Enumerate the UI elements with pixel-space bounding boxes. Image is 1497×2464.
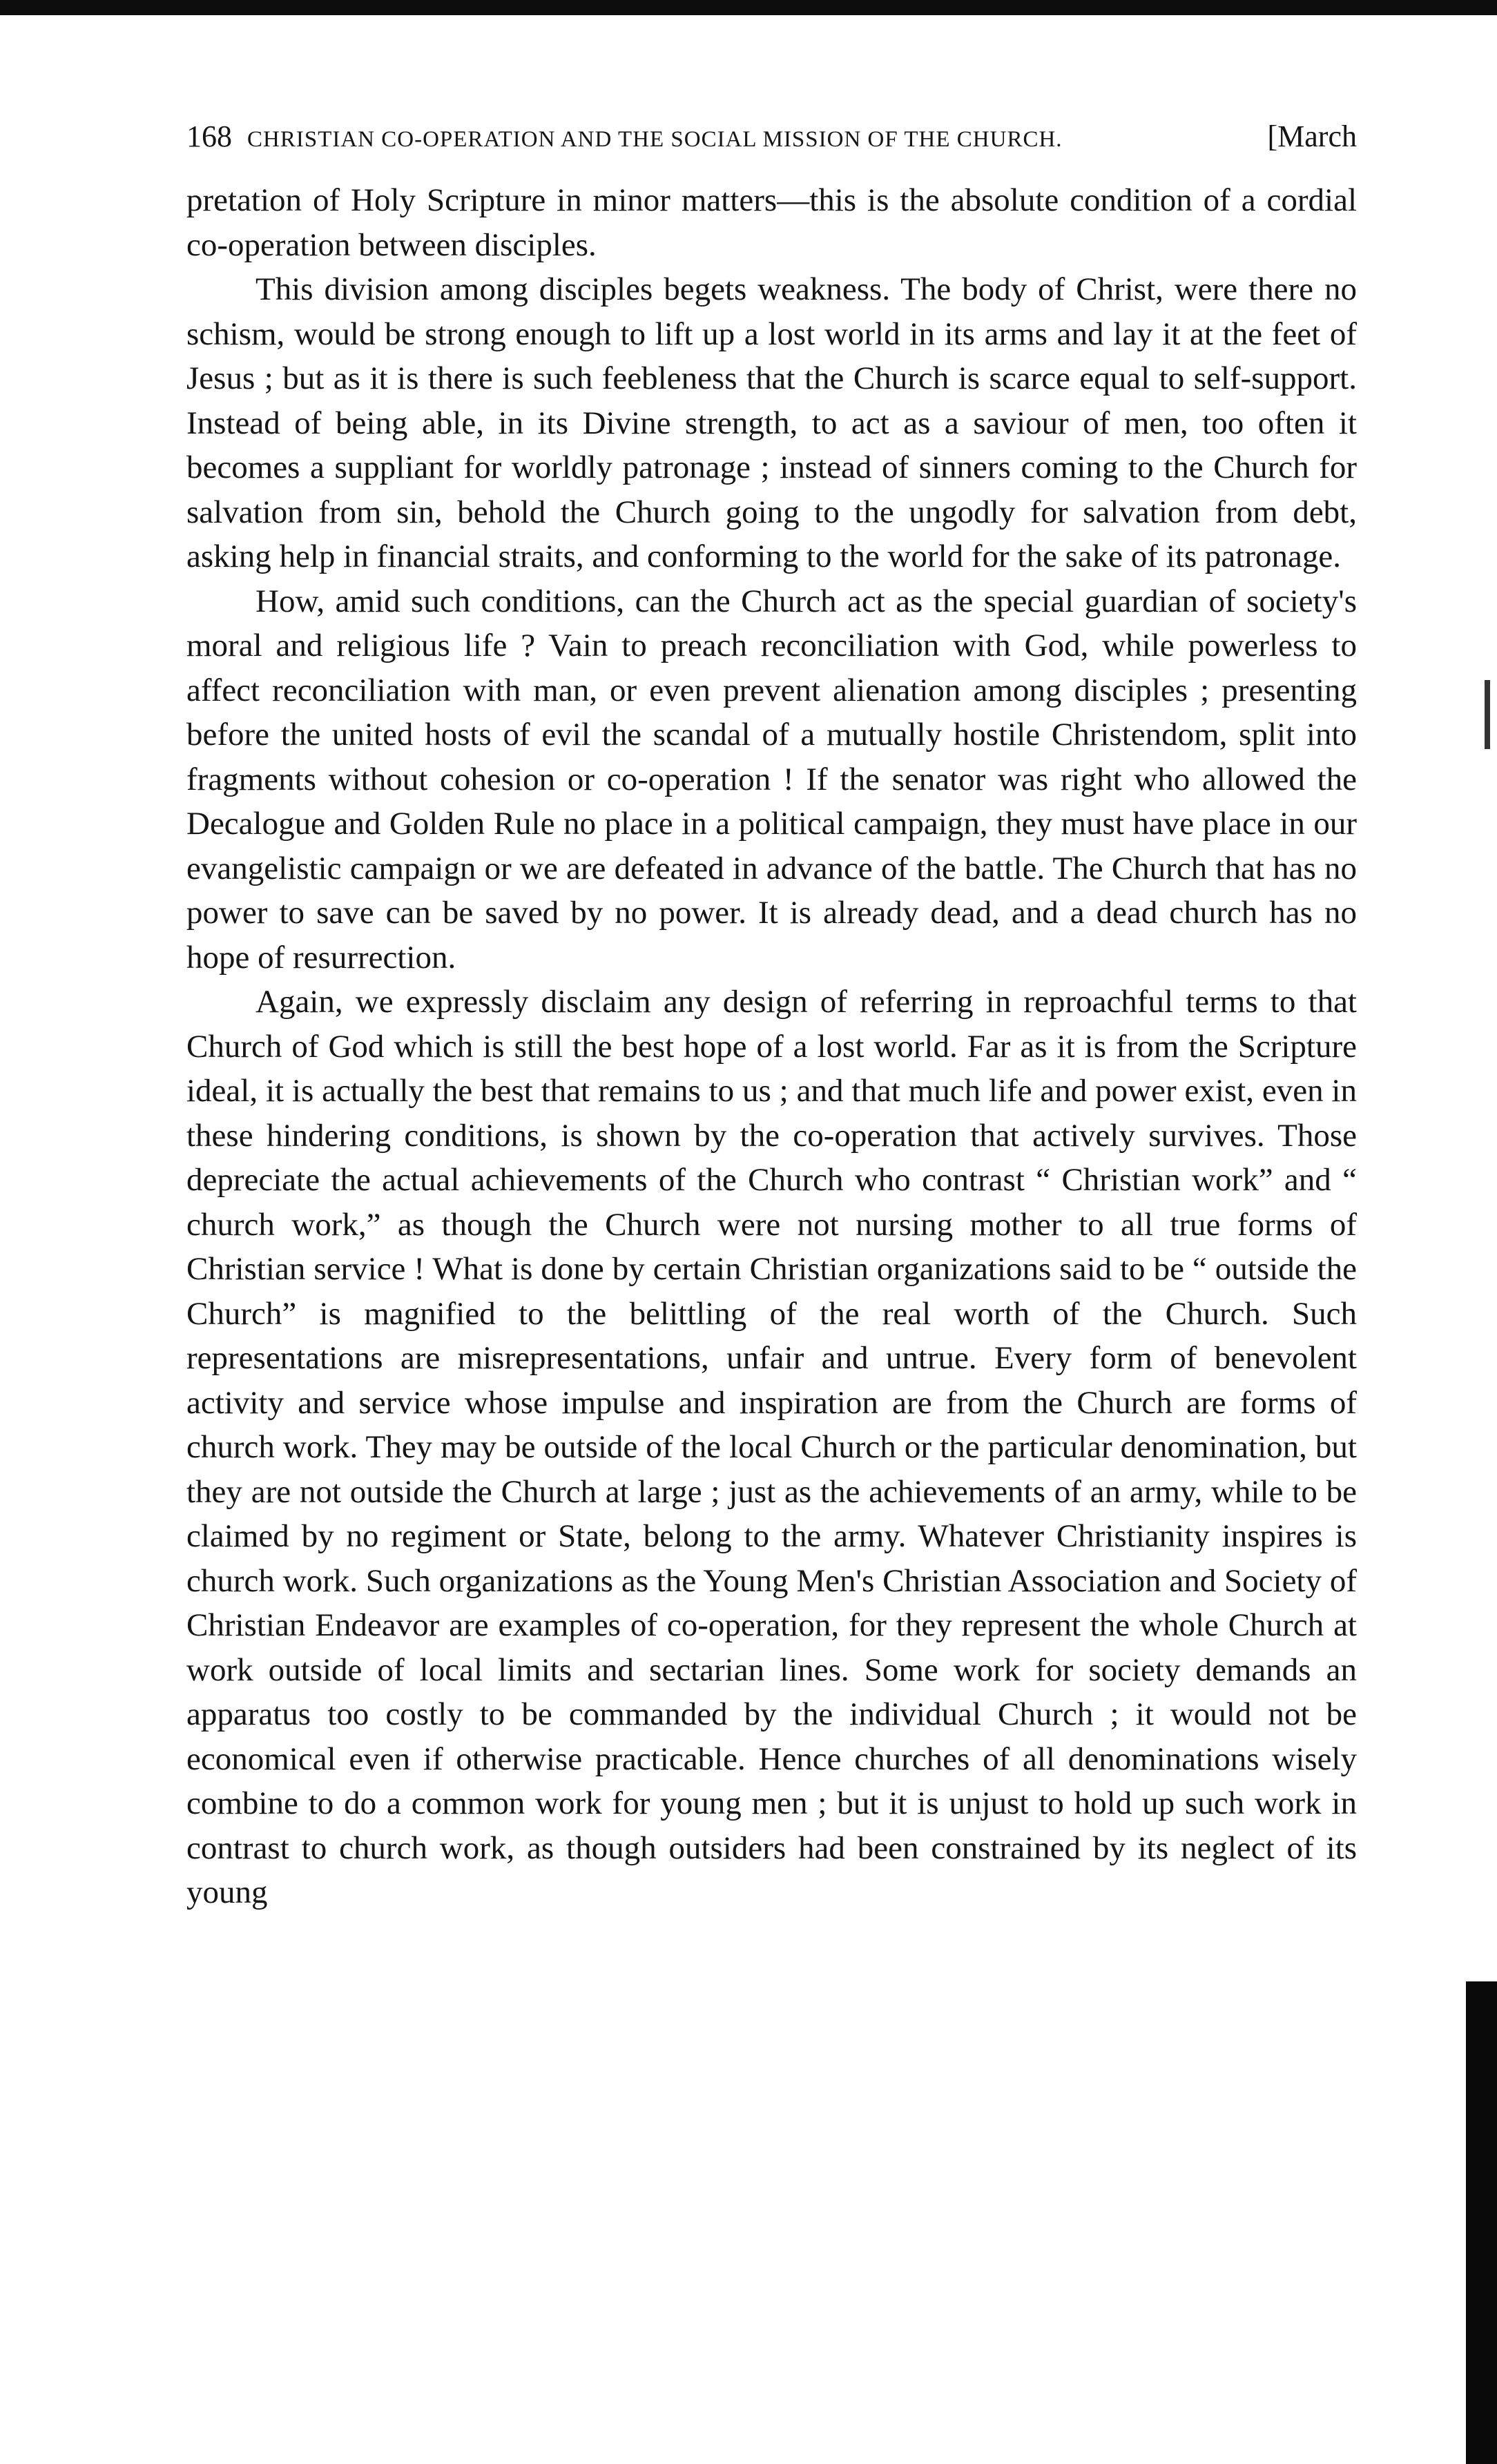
paragraph: How, amid such conditions, can the Church act as the special guardian of society's moral and religious life ? Vain to preach reconciliation with God, while powerless to affect reconciliation with man, or even prevent alienation among disciples ; presenting before the united hosts of evil the scandal of a mutually hostile Christendom, split into fragments without cohesion or co-operation ! If the senator was right who allowed the Decalogue and Golden Rule no place in a political campaign, they must have place in our evangelistic campaign or we are defeated in advance of the battle. The Church that has no power to save can be saved by no power. It is already dead, and a dead church has no hope of resurrection.	[186, 583, 1357, 976]
running-head	[186, 95, 1357, 178]
paragraph: Again, we expressly disclaim any design of referring in reproachful terms to that Church of God which is still the best hope of a lost world. Far as it is from the Scripture ideal, it is actually the best that remains to us ; and that much life and power exist, even in these hindering conditions, is shown by the co-operation that actively survives. Those depreciate the actual achievements of the Church who contrast “ Christian work” and “ church work,” as though the Church were not nursing mother to all true forms of Christian service ! What is done by certain Christian organizations said to be “ outside the Church” is magnified to the belittling of the real worth of the Church. Such representations are misrepresentations, unfair and untrue. Every form of benevolent activity and service whose impulse and inspiration are from the Church are forms of church work. They may be outside of the local Church or the particular denomination, but they are not outside the Church at large ; just as the achievements of an army, while to be claimed by no regiment or State, belong to the army. Whatever Christianity inspires is church work. Such organizations as the Young Men's Christian Association and Society of Christian Endeavor are examples of co-operation, for they represent the whole Church at work outside of local limits and sectarian lines. Some work for society demands an apparatus too costly to be commanded by the individual Church ; it would not be economical even if otherwise practicable. Hence churches of all denominations wisely combine to do a common work for young men ; but it is unjust to hold up such work in contrast to church work, as though outsiders had been constrained by its neglect of its young	[186, 984, 1357, 1910]
article-body	[186, 178, 1357, 1915]
page-edge-shadow	[1466, 1981, 1497, 2464]
top-border-rule	[0, 0, 1497, 15]
running-title: CHRISTIAN CO-OPERATION AND THE SOCIAL MISSION OF THE CHURCH.	[247, 127, 1063, 152]
book-page	[186, 95, 1357, 1915]
page-number: 168	[186, 119, 232, 153]
issue-date: [March	[1267, 119, 1357, 153]
paragraph: This division among disciples begets weakness. The body of Christ, were there no schism, would be strong enough to lift up a lost world in its arms and lay it at the feet of Jesus ; but as it is there is such feebleness that the Church is scarce equal to self-support. Instead of being able, in its Divine strength, to act as a saviour of men, too often it becomes a suppliant for worldly patronage ; instead of sinners coming to the Church for salvation from sin, behold the Church going to the ungodly for salvation from debt, asking help in financial straits, and conforming to the world for the sake of its patronage.	[186, 271, 1357, 574]
page-edge-mark	[1485, 680, 1490, 749]
paragraph: pretation of Holy Scripture in minor matters—this is the absolute condition of a cordial co-operation between disciples.	[186, 182, 1357, 263]
